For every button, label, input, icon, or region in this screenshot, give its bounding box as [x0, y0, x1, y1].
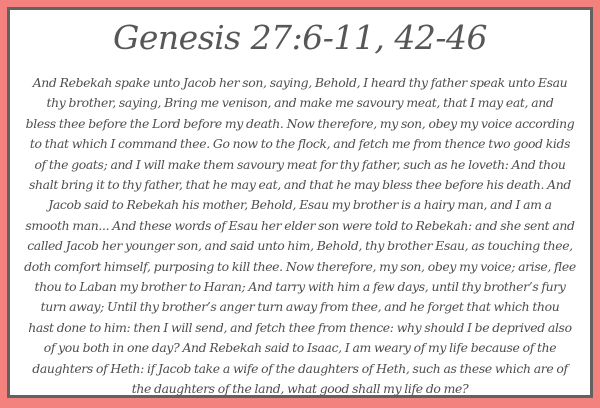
- passage-line: hast done to him: then I will send, and fetch thee from thence: why should I be deprived also: [28, 319, 572, 335]
- passage-line: of you both in one day? And Rebekah said to Isaac, I am weary of my life because of the: [43, 340, 557, 356]
- passage-line: bless thee before the Lord before my death. Now therefore, my son, obey my voice according: [25, 115, 575, 131]
- passage-line: called Jacob her younger son, and said unto him, Behold, thy brother Esau, as touching thee,: [27, 238, 573, 254]
- passage-line: thou to Laban my brother to Haran; And tarry with him a few days, until thy brother’s fury: [34, 279, 566, 295]
- passage-text: [14, 73, 586, 400]
- passage-title: Genesis 27:6-11, 42-46: [113, 18, 487, 57]
- scripture-card: [7, 7, 593, 398]
- passage-line: of the goats; and I will make them savoury meat for thy father, such as he loveth: And thou: [34, 156, 566, 172]
- passage-line: the daughters of the land, what good shall my life do me?: [131, 381, 469, 397]
- passage-line: smooth man... And these words of Esau her elder son were told to Rebekah: and she sent and: [25, 217, 575, 233]
- passage-line: thy brother, saying, Bring me venison, and make me savoury meat, that I may eat, and: [46, 95, 554, 111]
- passage-line: to that which I command thee. Go now to the flock, and fetch me from thence two good kids: [29, 136, 571, 152]
- passage-line: Jacob said to Rebekah his mother, Behold, Esau my brother is a hairy man, and I am a: [48, 197, 552, 213]
- passage-line: shalt bring it to thy father, that he may eat, and that he may bless thee before his death. And: [29, 177, 571, 193]
- passage-line: And Rebekah spake unto Jacob her son, saying, Behold, I heard thy father speak unto Esau: [32, 75, 568, 90]
- passage-line: turn away; Until thy brother’s anger turn away from thee, and he forget that which thou: [40, 299, 560, 315]
- passage-line: daughters of Heth: if Jacob take a wife of the daughters of Heth, such as these which are of: [32, 360, 568, 376]
- passage-line: doth comfort himself, purposing to kill thee. Now therefore, my son, obey my voice; arise, flee: [24, 258, 576, 274]
